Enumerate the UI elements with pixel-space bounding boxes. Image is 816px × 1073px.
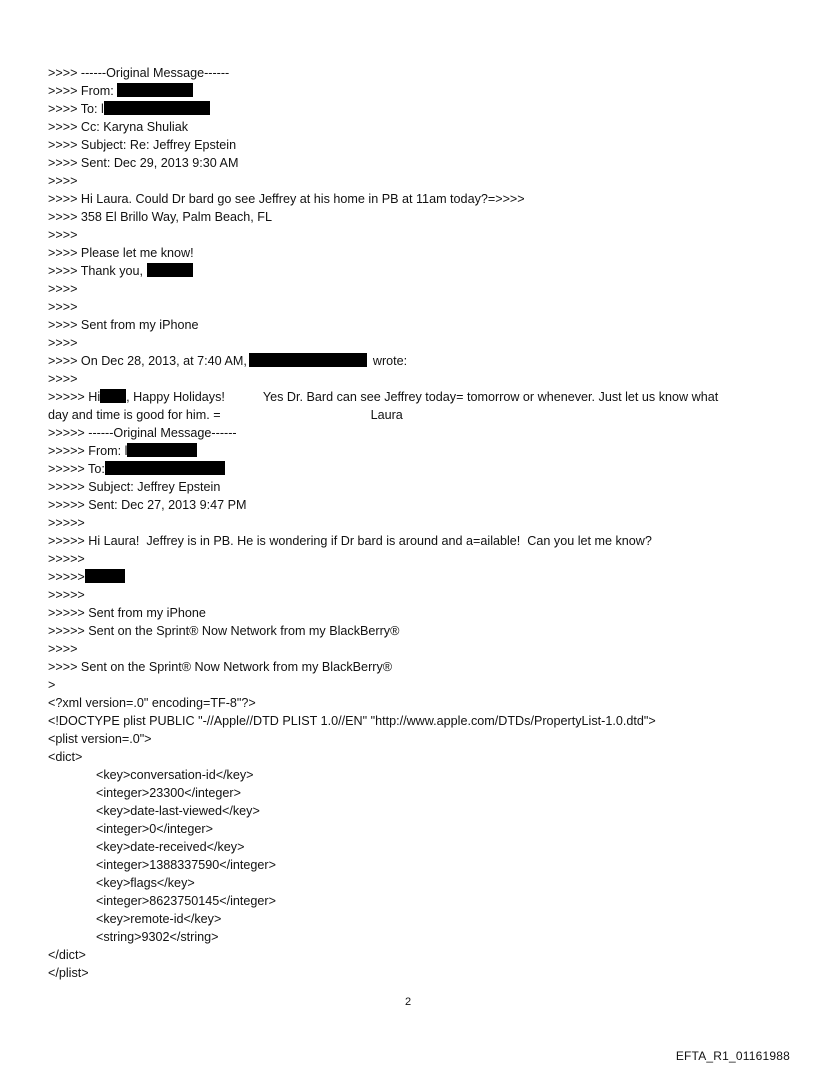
text-line: >>>> xyxy=(48,642,78,656)
text-line: >>>> Please let me know! xyxy=(48,246,194,260)
text-line: >>>>> Subject: Jeffrey Epstein xyxy=(48,480,221,494)
text-line: >>>>> xyxy=(48,516,85,530)
text-line: >>>> xyxy=(48,300,78,314)
text-line: >>>>> Sent: Dec 27, 2013 9:47 PM xyxy=(48,498,247,512)
text-line: >>>> Thank you, xyxy=(48,262,778,280)
xml-line: <integer>0</integer> xyxy=(96,822,213,836)
xml-line: <integer>8623750145</integer> xyxy=(96,894,276,908)
xml-line: <integer>23300</integer> xyxy=(96,786,241,800)
redaction-bar xyxy=(105,461,225,475)
text-line: >>>> On Dec 28, 2013, at 7:40 AM, wrote: xyxy=(48,354,408,368)
text-line: day and time is good for him. = Laura xyxy=(48,408,403,422)
redaction-bar xyxy=(104,101,210,115)
text-line: >>>> Sent from my iPhone xyxy=(48,318,199,332)
redaction-bar xyxy=(127,443,197,457)
text-line: >>>>> Sent from my iPhone xyxy=(48,606,206,620)
text-line: >>>> From: xyxy=(48,82,778,100)
text-line: >>>> ------Original Message------ xyxy=(48,66,230,80)
xml-line: <plist version=.0"> xyxy=(48,732,152,746)
text-line: >>>>> Hi , Happy Holidays! Yes Dr. Bard can see Jeffrey today= tomorrow or whenever. Just let us know what xyxy=(48,390,719,404)
text-line: > xyxy=(48,678,56,692)
xml-line: <integer>1388337590</integer> xyxy=(96,858,276,872)
email-document-body xyxy=(48,64,778,982)
text-line: >>>> Hi Laura. Could Dr bard go see Jeffrey at his home in PB at 11am today?=>>>> xyxy=(48,192,525,206)
text-line: >>>>> Sent on the Sprint® Now Network from my BlackBerry® xyxy=(48,624,400,638)
text-line: >>>>> xyxy=(48,588,85,602)
text-line: >>>> xyxy=(48,174,78,188)
redaction-bar xyxy=(117,83,193,97)
redaction-bar xyxy=(147,263,193,277)
text-line: >>>> xyxy=(48,282,78,296)
text-line: >>>> xyxy=(48,372,78,386)
redaction-bar xyxy=(85,569,125,583)
text-line: >>>> xyxy=(48,228,78,242)
text-line: >>>> To: l xyxy=(48,100,778,118)
xml-line: <key>conversation-id</key> xyxy=(96,768,254,782)
text-line: >>>>> xyxy=(48,568,778,586)
xml-line: <key>flags</key> xyxy=(96,876,195,890)
text-line: >>>> xyxy=(48,336,78,350)
xml-line: <dict> xyxy=(48,750,83,764)
page-number: 2 xyxy=(404,996,412,1008)
xml-line: </dict> xyxy=(48,948,86,962)
text-line: >>>> 358 El Brillo Way, Palm Beach, FL xyxy=(48,210,272,224)
text-line: >>>>> From: l xyxy=(48,442,778,460)
text-line: >>>>> ------Original Message------ xyxy=(48,426,237,440)
xml-line: <?xml version=.0" encoding=TF-8"?> xyxy=(48,696,256,710)
xml-line: <string>9302</string> xyxy=(96,930,219,944)
bates-number: EFTA_R1_01161988 xyxy=(675,1049,790,1063)
xml-line: </plist> xyxy=(48,966,89,980)
xml-line: <key>remote-id</key> xyxy=(96,912,222,926)
xml-line: <key>date-last-viewed</key> xyxy=(96,804,260,818)
xml-line: <!DOCTYPE plist PUBLIC "-//Apple//DTD PLIST 1.0//EN" "http://www.apple.com/DTDs/PropertyList-1.0.dtd"> xyxy=(48,714,656,728)
text-line: >>>>> To: xyxy=(48,460,778,478)
text-line: >>>> Cc: Karyna Shuliak xyxy=(48,120,189,134)
xml-line: <key>date-received</key> xyxy=(96,840,245,854)
text-line: >>>> Subject: Re: Jeffrey Epstein xyxy=(48,138,237,152)
text-line: >>>> Sent: Dec 29, 2013 9:30 AM xyxy=(48,156,239,170)
text-line: >>>>> xyxy=(48,552,85,566)
redaction-bar xyxy=(249,353,367,367)
text-line: >>>>> Hi Laura! Jeffrey is in PB. He is wondering if Dr bard is around and a=ailable! Can you let me know? xyxy=(48,534,652,548)
redaction-bar xyxy=(100,389,126,403)
text-line: >>>> Sent on the Sprint® Now Network from my BlackBerry® xyxy=(48,660,393,674)
